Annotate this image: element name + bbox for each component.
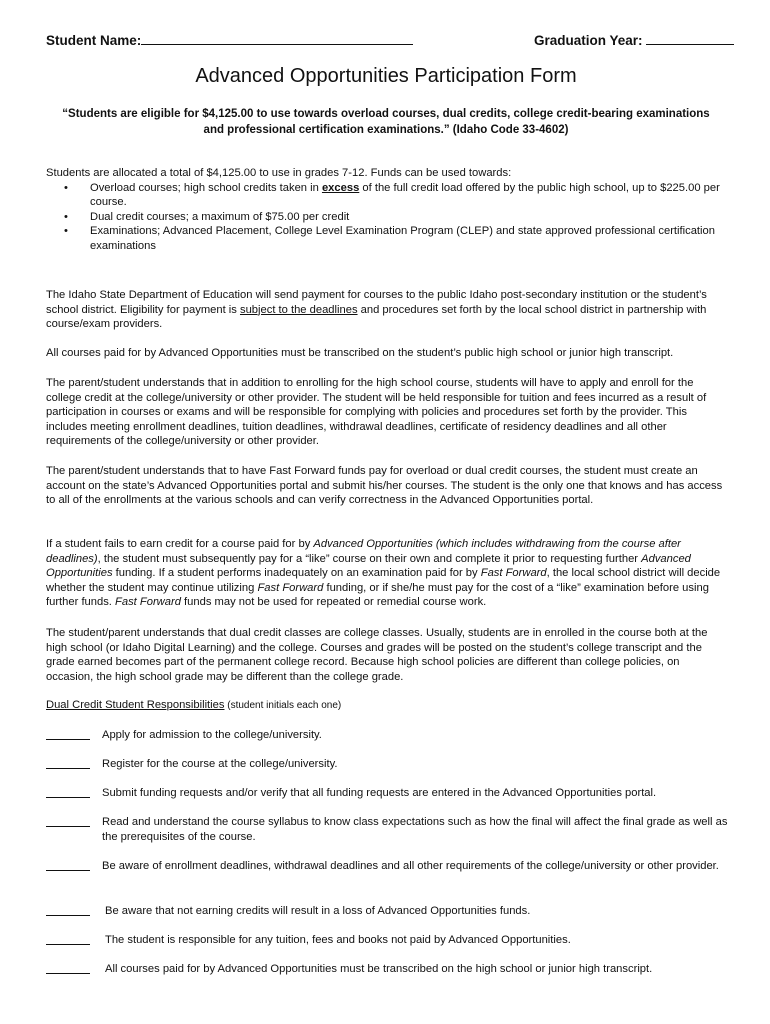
page-title: Advanced Opportunities Participation Form	[195, 65, 577, 87]
responsibility-text: Be aware that not earning credits will result in a loss of Advanced Opportunities funds.	[105, 905, 531, 917]
initials-blank[interactable]	[46, 739, 90, 740]
responsibility-text: The student is responsible for any tuition, fees and books not paid by Advanced Opportunities.	[105, 934, 571, 946]
responsibility-text: Apply for admission to the college/university.	[102, 729, 322, 741]
bullet-text: Examinations; Advanced Placement, College Level Examination Program (CLEP) and state approved professional certification examinations	[90, 225, 715, 252]
bullet-icon: •	[64, 225, 68, 238]
bullet-text: Overload courses; high school credits taken in	[90, 181, 322, 194]
graduation-year-field	[534, 31, 734, 49]
payment-paragraph	[46, 288, 726, 332]
portal-paragraph: The parent/student understands that to have Fast Forward funds pay for overload or dual credit courses, the student must create an account on the state’s Advanced Opportunities portal and submit his/her courses. The student is the only one that knows and has access to all of the enrollments at the various schools and can verify correctness in the Advanced Opportunities portal.	[46, 465, 723, 507]
deadlines-emphasis: subject to the deadlines	[239, 303, 358, 316]
responsibility-text: Read and understand the course syllabus to know class expectations such as how the final will affect the final grade as well as the prerequisites of the course.	[102, 816, 728, 843]
paragraph-text: and procedures set forth by the local school district in partnership with course/exam providers.	[46, 303, 707, 331]
intro-lead: Students are allocated a total of $4,125.00 to use in grades 7-12. Funds can be used towards:	[46, 167, 512, 179]
italic-text: Fast Forward	[257, 581, 324, 594]
paragraph-text: funding. If a student performs inadequately on an examination paid for by	[112, 567, 481, 580]
paragraph-text: If a student fails to earn credit for a course paid for by	[46, 538, 314, 550]
paragraph-text: The Idaho State Department of Education will send payment for courses to the public Idaho post-secondary institution or the student’s school district. Eligibility for payment is	[46, 289, 707, 316]
transcript-paragraph: All courses paid for by Advanced Opportunities must be transcribed on the student’s public high school or junior high transcript.	[46, 347, 674, 359]
bullet-emphasis: excess	[321, 181, 360, 194]
initials-blank[interactable]	[46, 797, 90, 798]
responsibility-paragraph: The parent/student understands that in addition to enrolling for the high school course, students will have to apply and enroll for the college credit at the college/university or other provider. The student will be held responsible for tuition and fees incurred as a result of participation in courses or exams and will be responsible for complying with policies and procedures set forth by the provider. This includes meeting enrollment deadlines, tuition deadlines, withdrawal deadlines, certificate of residency deadlines and all other requirements of the college/university or other provider.	[46, 377, 707, 448]
student-name-field	[46, 31, 413, 49]
credit-failure-paragraph	[46, 537, 726, 610]
bullet-text: Dual credit courses; a maximum of $75.00 per credit	[90, 210, 350, 223]
paragraph-text: , the local school district will decide whether the student may continue utilizing	[46, 567, 721, 594]
responsibilities-title: Dual Credit Student Responsibilities	[46, 699, 225, 711]
student-name-label: Student Name:	[46, 33, 142, 48]
graduation-year-blank[interactable]	[646, 31, 734, 45]
paragraph-text: , the student must subsequently pay for a “like” course on their own and complete it prior to requesting further	[97, 552, 642, 565]
initials-blank[interactable]	[46, 826, 90, 827]
list-item	[64, 210, 726, 225]
idaho-code-quote: “Students are eligible for $4,125.00 to use towards overload courses, dual credits, college credit-bearing examinations and professional certification examinations.” (Idaho Code 33-4602)	[62, 108, 710, 136]
list-item	[64, 181, 726, 210]
initials-blank[interactable]	[46, 915, 90, 916]
initials-blank[interactable]	[46, 870, 90, 871]
responsibility-text: Submit funding requests and/or verify that all funding requests are entered in the Advanced Opportunities portal.	[102, 787, 657, 799]
paragraph-text: funding, or if she/he must pay for the cost of a “like” examination before using further funds.	[46, 581, 709, 609]
responsibilities-note: (student initials each one)	[224, 700, 342, 711]
intro-section	[46, 166, 726, 254]
dual-credit-paragraph: The student/parent understands that dual credit classes are college classes. Usually, students are in enrolled in the course both at the high school (or Idaho Digital Learning) and the college. Courses and grades will be posted on the student’s college transcript and the grade earned becomes part of the permanent college record. Because high school policies are different than college policies, on occasion, the high school grade may be different than the college grade.	[46, 627, 708, 683]
responsibility-text: Be aware of enrollment deadlines, withdrawal deadlines and all other requirements of the college/university or other provider.	[102, 860, 719, 872]
student-name-blank[interactable]	[141, 31, 413, 45]
bullet-text: of the full credit load offered by the public high school, up to $225.00 per course.	[90, 181, 720, 209]
header-row	[46, 31, 736, 51]
paragraph-text: funds may not be used for repeated or remedial course work.	[180, 596, 487, 609]
italic-text: Advanced Opportunities	[46, 552, 691, 580]
initials-blank[interactable]	[46, 944, 90, 945]
responsibilities-heading	[46, 698, 726, 714]
graduation-year-label: Graduation Year:	[534, 33, 643, 48]
italic-text: Fast Forward	[480, 567, 547, 580]
list-item	[64, 224, 726, 253]
initials-blank[interactable]	[46, 768, 90, 769]
responsibility-text: All courses paid for by Advanced Opportunities must be transcribed on the high school or junior high transcript.	[105, 963, 653, 975]
responsibility-text: Register for the course at the college/university.	[102, 758, 338, 770]
bullet-icon: •	[64, 210, 68, 223]
italic-text: Fast Forward	[115, 596, 181, 609]
funding-uses-list	[46, 181, 726, 254]
initials-blank[interactable]	[46, 973, 90, 974]
bullet-icon: •	[64, 181, 68, 194]
italic-text: Advanced Opportunities (which includes withdrawing from the course after deadlines)	[46, 538, 681, 565]
